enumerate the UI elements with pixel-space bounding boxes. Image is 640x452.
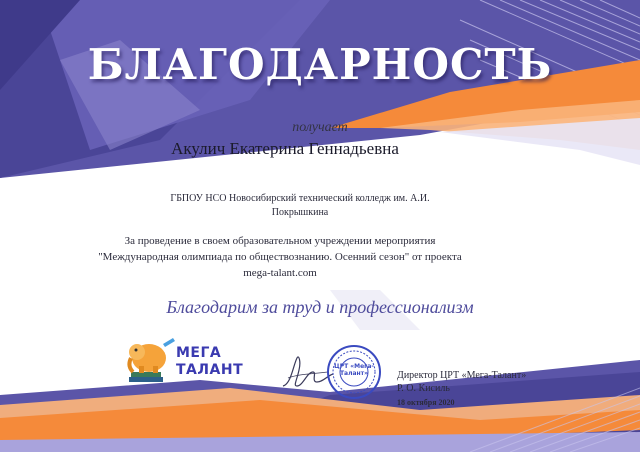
mammoth-logo-icon [125,336,245,386]
reason-text: За проведение в своем образовательном учреждении мероприятия "Международная олимпиада по обществознанию. Осенний сезон" от проекта mega-talant.com [98,235,462,279]
issue-date: 18 октября 2020 [397,398,455,407]
receives-label: получает [292,120,348,135]
stamp-text: ЦРТ «Мега-Талант» [334,363,374,377]
logo-line1: МЕГА [176,345,222,361]
recipient-name: Акулич Екатерина Геннадьевна [171,139,399,158]
thanks-line: Благодарим за труд и профессионализм [166,297,474,317]
certificate-title: БЛАГОДАРНОСТЬ [87,40,553,89]
director-name: Р. О. Кисиль [397,383,450,394]
director-title: Директор ЦРТ «Мега-Талант» [397,370,527,381]
organization-name: ГБПОУ НСО Новосибирский технический колледж им. А.И. Покрышкина [170,193,430,218]
logo-line2: ТАЛАНТ [176,362,244,378]
